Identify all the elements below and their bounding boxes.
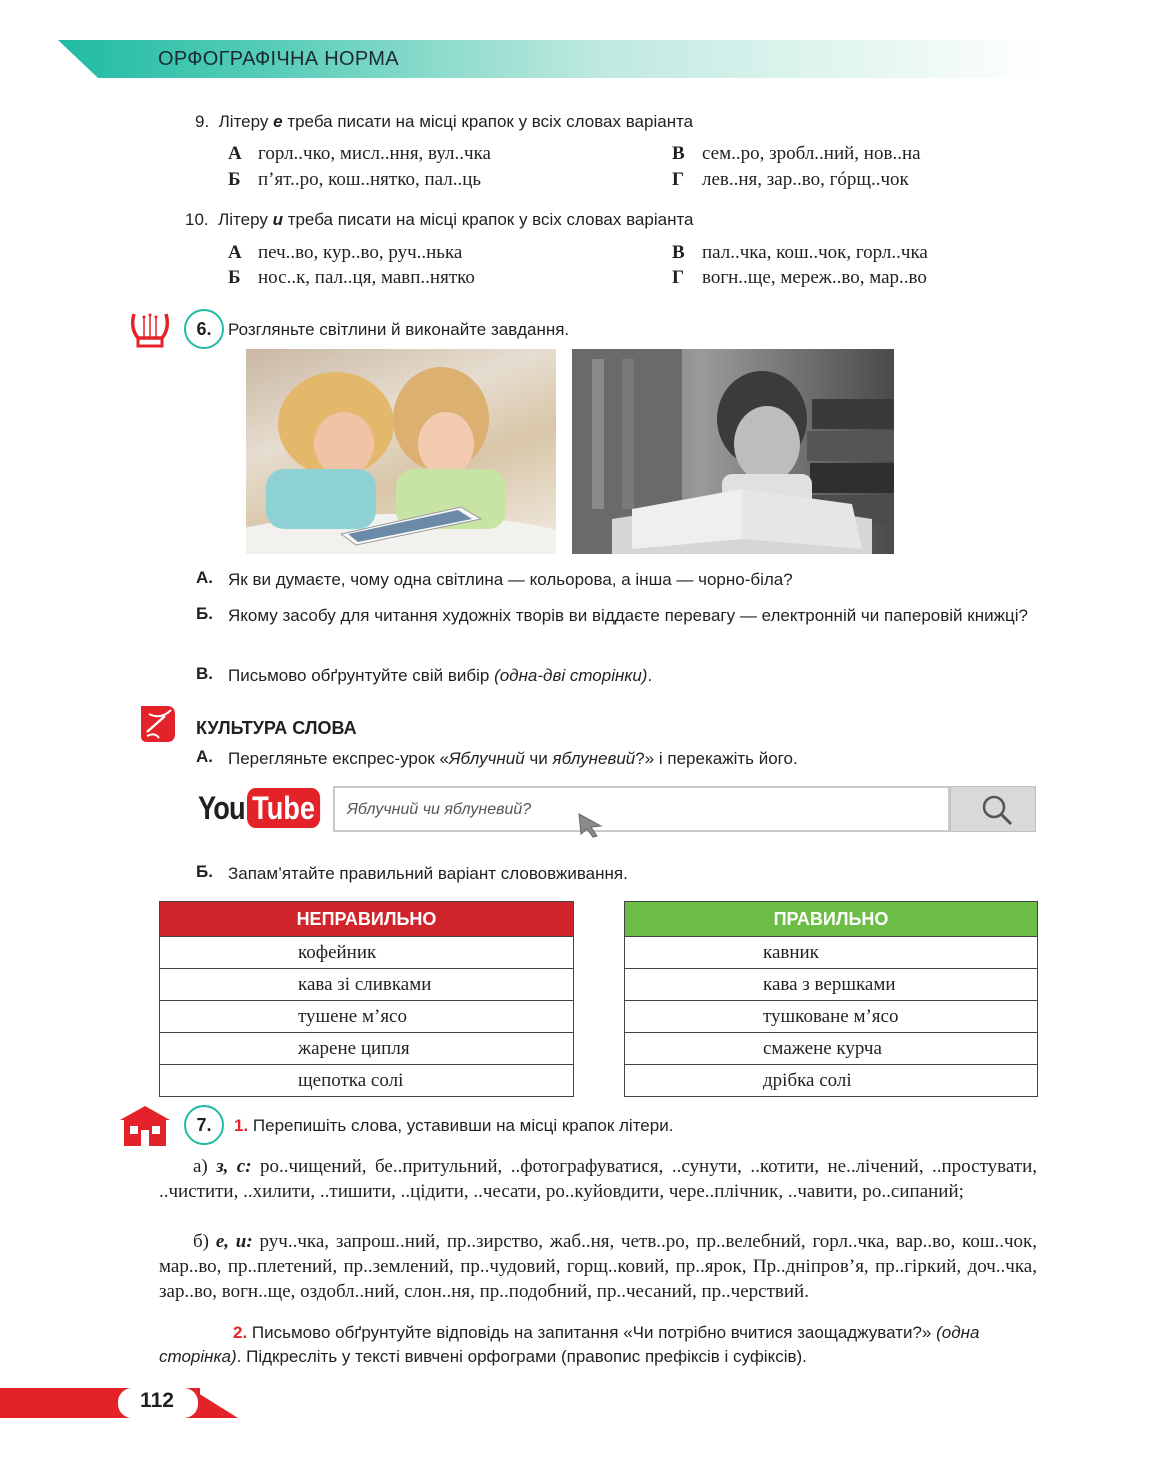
bw-photo-boy-book (572, 349, 894, 554)
question-10 (185, 210, 694, 230)
question-text: Літеру (218, 112, 274, 131)
exercise-number-badge: 7. (184, 1105, 224, 1145)
task-a: А. (196, 568, 213, 587)
cursor-arrow-icon (577, 812, 603, 838)
section-title: ОРФОГРАФІЧНА НОРМА (158, 48, 399, 70)
search-icon (951, 787, 1037, 833)
option-a: А печ..во, кур..во, руч..нька (228, 242, 463, 263)
culture-task-a-text: Перегляньте експрес-урок «Яблучний чи яблуневий?» і перекажіть його. (228, 749, 798, 768)
scroll-quill-icon (137, 702, 181, 746)
task-a-text: Як ви думаєте, чому одна світлина — кольорова, а інша — чорно-біла? (228, 570, 793, 589)
option-v: В пал..чка, кош..чок, горл..чка (672, 242, 928, 263)
table-row: жарене ципля (160, 1033, 574, 1065)
task-v: В. (196, 664, 213, 683)
task-v-text: Письмово обґрунтуйте свій вибір (одна-дві сторінки). (228, 666, 653, 685)
exercise-number-badge: 6. (184, 309, 224, 349)
question-text-end: треба писати на місці крапок у всіх словах варіанта (282, 112, 694, 131)
option-g: Г вогн..ще, мереж..во, мар..во (672, 267, 927, 288)
question-9 (195, 112, 693, 132)
right-header: ПРАВИЛЬНО (625, 902, 1038, 937)
question-number: 10. (185, 210, 209, 229)
search-input-value: Яблучний чи яблуневий? (347, 801, 532, 818)
table-row: смажене курча (625, 1033, 1038, 1065)
table-row: кава з вершками (625, 969, 1038, 1001)
exercise-instruction: Розгляньте світлини й виконайте завдання. (228, 320, 570, 339)
table-row: кава зі сливками (160, 969, 574, 1001)
option-b: Б нос..к, пал..ця, мавп..нятко (228, 267, 475, 288)
table-row: кавник (625, 937, 1038, 969)
color-photo-children-tablet (246, 349, 556, 554)
option-v: В сем..ро, зробл..ний, нов..на (672, 143, 921, 164)
wrong-usage-table (159, 901, 574, 1097)
youtube-search-button[interactable] (950, 786, 1036, 832)
exercise-7-a: а) з, с: ро..чищений, бе..притульний, ..фотографуватися, ..сунути, ..котити, не..лічений, ..простувати, ..чистити, ..хилити, ..тишити, ..цідити, ..чесати, ро..куйовдити, чере..плічник, ..чавити, ро..сипаний; (159, 1156, 1038, 1202)
task-b-text: Якому засобу для читання художніх творів ви віддаєте перевагу — електронній чи паперовій книжці? (228, 606, 1028, 625)
lyre-icon (128, 308, 172, 350)
table-row: дрібка солі (625, 1065, 1038, 1097)
wrong-header: НЕПРАВИЛЬНО (160, 902, 574, 937)
culture-title: КУЛЬТУРА СЛОВА (196, 718, 357, 738)
question-text: Літеру (218, 210, 273, 229)
table-row: кофейник (160, 937, 574, 969)
question-letter: и (272, 210, 283, 229)
exercise-7-b: б) е, и: руч..чка, запрош..ний, пр..зирство, жаб..ня, четв..ро, пр..велебний, горл..чка, вар..во, кош..чок, мар..во, пр..плетений, пр..землений, пр..чудовий, горщ..ковий, пр..ярок, Пр..дніпров’я, пр..гіркий, доч..чка, зар..во, вогн..ще, оздобл..ний, слон..ня, пр..подобний, пр..чесаний, пр..черствий. (159, 1231, 1037, 1302)
table-row: щепотка солі (160, 1065, 574, 1097)
option-b: Б п’ят..ро, кош..нятко, пал..ць (228, 169, 482, 190)
table-row: тушковане м’ясо (625, 1001, 1038, 1033)
right-usage-table (624, 901, 1038, 1097)
exercise-7-part-1: 1. Перепишіть слова, уставивши на місці крапок літери. (234, 1116, 674, 1135)
question-letter: е (273, 112, 283, 131)
table-row: тушене м’ясо (160, 1001, 574, 1033)
option-a: А горл..чко, мисл..ння, вул..чка (228, 143, 491, 164)
culture-task-b-text: Запам’ятайте правильний варіант слововживання. (228, 864, 628, 883)
page-number: 112 (140, 1389, 174, 1412)
question-number: 9. (195, 112, 210, 131)
culture-task-a-key: А. (196, 747, 213, 766)
exercise-7-part-2: 2. Письмово обґрунтуйте відповідь на запитання «Чи потрібно вчитися заощаджувати?» (одна сторінка). Підкресліть у тексті вивчені орфограми (правопис префіксів і суфіксів). (159, 1323, 980, 1366)
question-text-end: треба писати на місці крапок у всіх словах варіанта (282, 210, 694, 229)
youtube-logo: You Tube (198, 786, 333, 830)
option-g: Г лев..ня, зар..во, гóрщ..чок (672, 169, 909, 190)
house-icon (118, 1104, 172, 1146)
task-b: Б. (196, 604, 213, 623)
culture-task-b-key: Б. (196, 862, 213, 881)
youtube-search-input[interactable] (333, 786, 950, 832)
